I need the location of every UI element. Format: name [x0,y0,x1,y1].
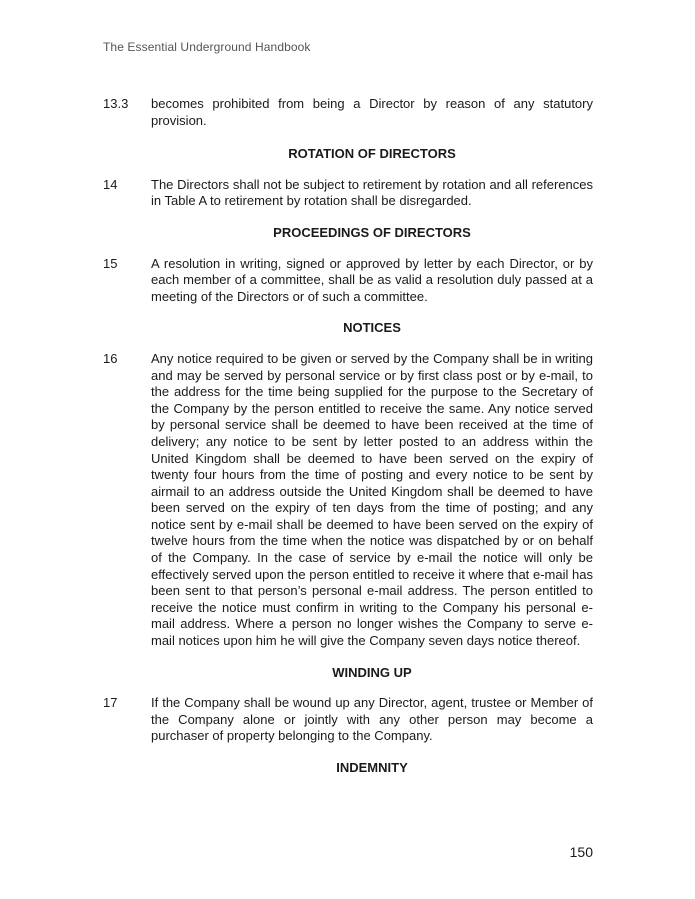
clause-16 [103,351,593,650]
page-number: 150 [569,844,593,860]
clause-15 [103,256,593,306]
clause-number: 17 [103,695,118,711]
clause-13-3 [103,96,593,129]
heading-notices: NOTICES [343,320,401,336]
heading-proceedings-of-directors: PROCEEDINGS OF DIRECTORS [273,224,471,240]
clause-number: 16 [103,350,118,366]
clause-number: 15 [103,255,118,271]
heading-indemnity: INDEMNITY [336,760,408,775]
heading-rotation-of-directors: ROTATION OF DIRECTORS [288,146,456,162]
clause-14 [103,177,593,210]
clause-text: Any notice required to be given or served by the Company shall be in writing and may be served by personal service or by first class post or by e-mail, to the address for the time being supplied for the purpose to the Secretary of the Company by the person entitled to receive the same. Any notice served by personal service shall be deemed to have been received at the time of delivery; any notice to be sent by letter posted to an address within the United Kingdom shall be deemed to have been served on the expiry of twenty four hours from the time of posting and every notice to be sent by airmail to an address outside the United Kingdom shall be deemed to have been served on the expiry of ten days from the time of posting; and any notice sent by e-mail shall be deemed to have been served on the expiry of twelve hours from the time when the notice was dispatched by or on behalf of the Company. In the case of service by e-mail the notice will only be effectively served upon the person entitled to receive it where that e-mail has been sent to that person’s personal e-mail address. The person entitled to receive the notice must confirm in writing to the Company his personal e-mail address. Where a person no longer wishes the Company to serve e-mail notices upon him he will give the Company seven days notice thereof. [151,350,593,649]
running-header: The Essential Underground Handbook [103,40,311,54]
heading-winding-up: WINDING UP [332,664,412,680]
clause-number: 13.3 [103,96,129,111]
clause-text: A resolution in writing, signed or approved by letter by each Director, or by each member of a committee, shall be as valid a resolution duly passed at a meeting of the Directors or of such a committee. [151,255,593,304]
clause-number: 14 [103,176,118,192]
clause-text: If the Company shall be wound up any Director, agent, trustee or Member of the Company alone or jointly with any other person may become a purchaser of property belonging to the Company. [151,695,593,744]
clause-text: The Directors shall not be subject to retirement by rotation and all references in Table A to retirement by rotation shall be disregarded. [151,176,593,209]
clause-17 [103,695,593,745]
clause-text: becomes prohibited from being a Director by reason of any statutory provision. [151,96,593,128]
page-body [103,96,593,777]
